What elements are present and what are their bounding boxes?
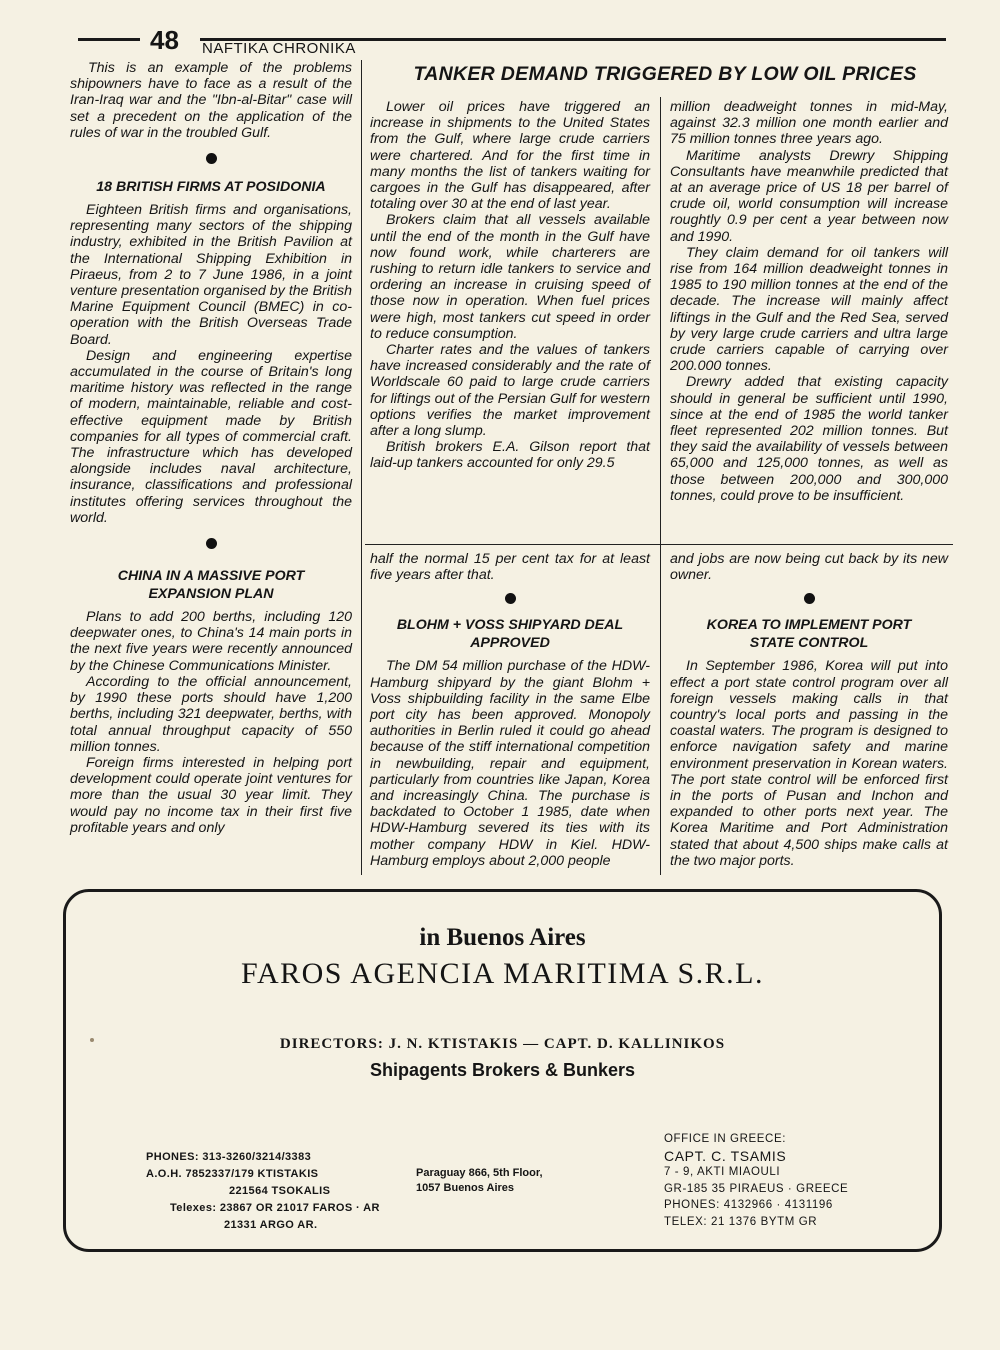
ad-greece-city: GR-185 35 PIRAEUS · GREECE (664, 1182, 849, 1195)
publication-name: NAFTIKA CHRONIKA (202, 40, 356, 57)
paper-speck (90, 1038, 94, 1042)
tanker-paragraph-8: Drewry added that existing capacity should in general be sufficient until 1990, since at the end of 1985 the world tanker fleet represented 202 million tonnes. But they said the availability of vessels between 65,000 and 125,000 tonnes, as well as those between 200,000 and 300,000 tonnes, could prove to be insufficient. (670, 374, 948, 504)
ad-telexes-2: 21331 ARGO AR. (224, 1219, 318, 1231)
advertisement (63, 889, 942, 1252)
tanker-paragraph-2: Brokers claim that all vessels available until the end of the month in the Gulf have now found work, while charterers are rushing to return idle tankers to service and ordering an increase in cruising speed of those now in operation. When fuel prices were high, most tankers cut speed in order to reduce consumption. (370, 212, 650, 342)
blohm-voss-continuation: and jobs are now being cut back by its new owner. (670, 551, 948, 584)
korea-title: KOREA TO IMPLEMENT PORT STATE CONTROL (706, 617, 912, 652)
ad-greece-name: CAPT. C. TSAMIS (664, 1147, 787, 1164)
tanker-paragraph-3: Charter rates and the values of tankers have increased considerably and the rate of Worldscale 60 paid to large crude carriers for liftings out of the Persian Gulf for western options verifies the market improvement after a long slump. (370, 342, 650, 440)
left-column (70, 60, 352, 836)
ad-address (416, 1166, 543, 1196)
tanker-paragraph-5: million deadweight tonnes in mid-May, against 32.3 million one month earlier and 75 million tonnes three years ago. (670, 99, 948, 148)
blohm-voss-paragraph: The DM 54 million purchase of the HDW-Hamburg shipyard by the giant Blohm + Voss shipbuilding facility in the same Elbe port city has been approved. Monopoly authorities in Berlin ruled it could go ahead because of the stiff international competition in newbuilding, repair and equipment, particularly from countries like Japan, Korea and increasingly China. The purchase is backdated to October 1 1985, date when HDW-Hamburg severed its ties with its mother company HDW in Kiel. HDW-Hamburg employs about 2,000 people (370, 658, 650, 869)
tanker-paragraph-6: Maritime analysts Drewry Shipping Consultants have meanwhile predicted that at an average price of US 18 per barrel of crude oil, world consumption will increase roughtly 0.9 per cent a year between now and 1990. (670, 147, 948, 245)
bullet-icon (804, 593, 815, 604)
tanker-middle-column (370, 99, 650, 472)
tanker-paragraph-7: They claim demand for oil tankers will rise from 164 million deadweight tonnes in 1985 to 190 million tonnes at the end of the decade. The increase will mainly affect liftings in the Gulf and the Red Sea, served by very large crude carriers and ultra large crude carriers capable of carrying over 200.000 tonnes. (670, 244, 948, 375)
ad-telexes-1: Telexes: 23867 OR 21017 FAROS · AR (170, 1202, 380, 1214)
china-paragraph-2: According to the official announcement, by 1990 these ports should have 1,200 berths, including 321 deepwater, berths, with total annual throughput capacity of 550 million tonnes. (70, 673, 352, 755)
china-title: CHINA IN A MASSIVE PORT EXPANSION PLAN (117, 568, 305, 603)
page-number: 48 (150, 25, 179, 55)
ad-phones: PHONES: 313-3260/3214/3383 (146, 1151, 312, 1163)
ad-greece-telex: TELEX: 21 1376 BYTM GR (664, 1215, 818, 1228)
tanker-paragraph-4: British brokers E.A. Gilson report that laid-up tankers accounted for only 29.5 (370, 439, 650, 472)
british-paragraph-1: Eighteen British firms and organisations, representing many sectors of the shipping industry, exhibited in the British Pavilion at the International Shipping Exhibition in Piraeus, from 2 to 7 June 1986, in a joint venture presentation organised by the British Marine Equipment Council (BMEC) in co-operation with the British Overseas Trade Board. (70, 202, 352, 348)
british-paragraph-2: Design and engineering expertise accumulated in the course of Britain's long maritime history was reflected in the range of modern, maintainable, reliable and cost-effective equipment made by British companies for all types of commercial craft. The infrastructure which has developed alongside includes naval architecture, insurance, classifications and professional institutes offering services throughout the world. (70, 347, 352, 526)
bullet-icon (206, 153, 217, 164)
bullet-icon (505, 593, 516, 604)
right-lower-column (670, 551, 948, 869)
blohm-voss-title: BLOHM + VOSS SHIPYARD DEAL APPROVED (396, 617, 624, 652)
header-rule-left (78, 38, 140, 41)
china-paragraph-1: Plans to add 200 berths, including 120 deepwater ones, to China's 14 main ports in the next five years were recently announced by the Chinese Communications Minister. (70, 609, 352, 674)
intro-paragraph: This is an example of the problems shipowners have to face as a result of the Iran-Iraq war and the "Ibn-al-Bitar" case will set a precedent on the application of the rules of war in the troubled Gulf. (70, 60, 352, 141)
tanker-article-bottom-rule (365, 544, 953, 545)
ad-directors: DIRECTORS: J. N. KTISTAKIS — CAPT. D. KALLINIKOS (279, 1036, 726, 1052)
korea-paragraph: In September 1986, Korea will put into effect a port state control program over all foreign vessels making calls in that country's local ports and passing in the coastal waters. The program is designed to enforce navigation safety and marine environment preservation in Korean waters. The port state control will be enforced first in the ports of Pusan and Inchon and expanded to other ports next year. The Korea Maritime and Port Administration stated that about 4,500 ships make calls at the two major ports. (670, 658, 948, 869)
china-paragraph-3: Foreign firms interested in helping port development could operate joint ventures for more than the usual 30 year limit. They would pay no income tax in their first five profitable years and only (70, 754, 352, 836)
tanker-right-column (670, 99, 948, 504)
ad-greece-street: 7 - 9, AKTI MIAOULI (664, 1166, 781, 1178)
british-firms-title: 18 BRITISH FIRMS AT POSIDONIA (96, 179, 326, 196)
bullet-icon (206, 538, 217, 549)
ad-services: Shipagents Brokers & Bunkers (369, 1060, 636, 1080)
tanker-paragraph-1: Lower oil prices have triggered an increase in shipments to the United States from the Gulf, where large crude carriers were chartered. And for the first time in many months the list of tankers waiting for cargoes in the Gulf has disappeared, after totaling over 30 at the end of last year. (370, 99, 650, 213)
headline: TANKER DEMAND TRIGGERED BY LOW OIL PRICES (413, 63, 917, 85)
ad-address-line-2: 1057 Buenos Aires (416, 1182, 515, 1194)
ad-greece-office (664, 1131, 848, 1230)
ad-address-line-1: Paraguay 866, 5th Floor, (416, 1167, 543, 1179)
ad-greece-phones: PHONES: 4132966 · 4131196 (664, 1199, 833, 1211)
ad-location: in Buenos Aires (419, 924, 586, 951)
middle-lower-column (370, 551, 650, 869)
ad-company-name: FAROS AGENCIA MARITIMA S.R.L. (240, 957, 765, 990)
ad-aoh-2: 221564 TSOKALIS (229, 1185, 331, 1197)
ad-greece-label: OFFICE IN GREECE: (664, 1133, 787, 1145)
ad-aoh-1: A.O.H. 7852337/179 KTISTAKIS (146, 1168, 319, 1180)
china-continuation: half the normal 15 per cent tax for at least five years after that. (370, 551, 650, 584)
column-divider-1 (361, 60, 362, 875)
column-divider-2 (660, 97, 661, 875)
ad-contacts (146, 1149, 380, 1234)
